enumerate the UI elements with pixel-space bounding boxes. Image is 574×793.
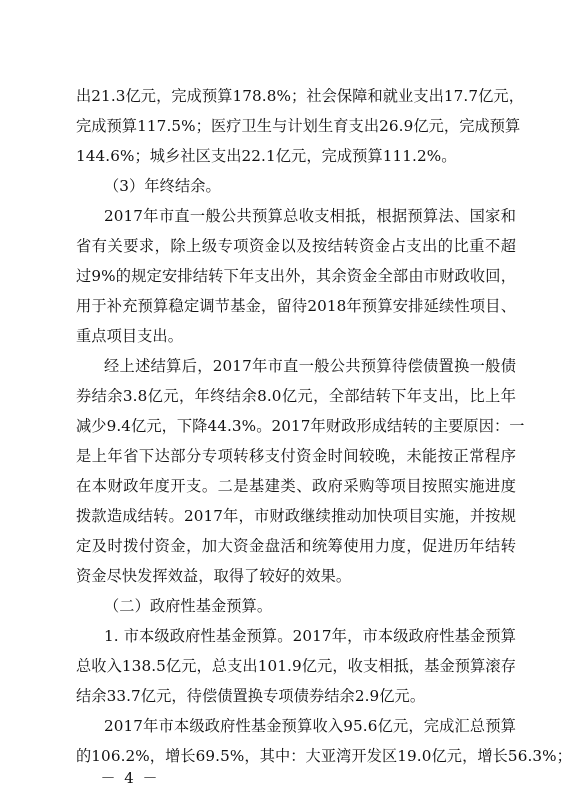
paragraph-line: 总收入138.5亿元，总支出101.9亿元，收支相抵，基金预算滚存 bbox=[76, 657, 516, 675]
paragraph-line: 过9%的规定安排结转下年支出外，其余资金全部由市财政收回， bbox=[76, 267, 516, 285]
paragraph-line: 是上年省下达部分专项转移支付资金时间较晚，未能按正常程序 bbox=[76, 447, 516, 465]
section-heading: （二）政府性基金预算。 bbox=[104, 597, 273, 615]
paragraph-line: 券结余3.8亿元，年终结余8.0亿元，全部结转下年支出，比上年 bbox=[76, 387, 516, 405]
paragraph-line: 拨款造成结转。2017年，市财政继续推动加快项目实施，并按规 bbox=[76, 507, 516, 525]
page-number: － 4 － bbox=[100, 769, 160, 787]
paragraph-line: 用于补充预算稳定调节基金，留待2018年预算安排延续性项目、 bbox=[76, 297, 516, 315]
paragraph-line: 的106.2%，增长69.5%，其中：大亚湾开发区19.0亿元，增长56.3%； bbox=[76, 747, 572, 765]
paragraph-line: 完成预算117.5%；医疗卫生与计划生育支出26.9亿元，完成预算 bbox=[76, 117, 521, 135]
paragraph-line: 结余33.7亿元，待偿债置换专项债券结余2.9亿元。 bbox=[76, 687, 426, 705]
paragraph-line: 重点项目支出。 bbox=[76, 327, 184, 345]
paragraph-line: 出21.3亿元，完成预算178.8%；社会保障和就业支出17.7亿元， bbox=[76, 87, 524, 105]
paragraph-line: 144.6%；城乡社区支出22.1亿元，完成预算111.2%。 bbox=[76, 147, 457, 165]
paragraph-line: 经上述结算后，2017年市直一般公共预算待偿债置换一般债 bbox=[104, 357, 516, 375]
paragraph-line: 减少9.4亿元，下降44.3%。2017年财政形成结转的主要原因：一 bbox=[76, 417, 525, 435]
paragraph-line: 省有关要求，除上级专项资金以及按结转资金占支出的比重不超 bbox=[76, 237, 516, 255]
paragraph-line: 2017年市本级政府性基金预算收入95.6亿元，完成汇总预算 bbox=[104, 717, 516, 735]
section-heading: （3）年终结余。 bbox=[104, 177, 221, 195]
paragraph-line: 定及时拨付资金，加大资金盘活和统筹使用力度，促进历年结转 bbox=[76, 537, 516, 555]
paragraph-line: 在本财政年度开支。二是基建类、政府采购等项目按照实施进度 bbox=[76, 477, 516, 495]
paragraph-line: 资金尽快发挥效益，取得了较好的效果。 bbox=[76, 567, 352, 585]
paragraph-line: 2017年市直一般公共预算总收支相抵，根据预算法、国家和 bbox=[104, 207, 516, 225]
paragraph-line: 1. 市本级政府性基金预算。2017年，市本级政府性基金预算 bbox=[104, 627, 516, 645]
